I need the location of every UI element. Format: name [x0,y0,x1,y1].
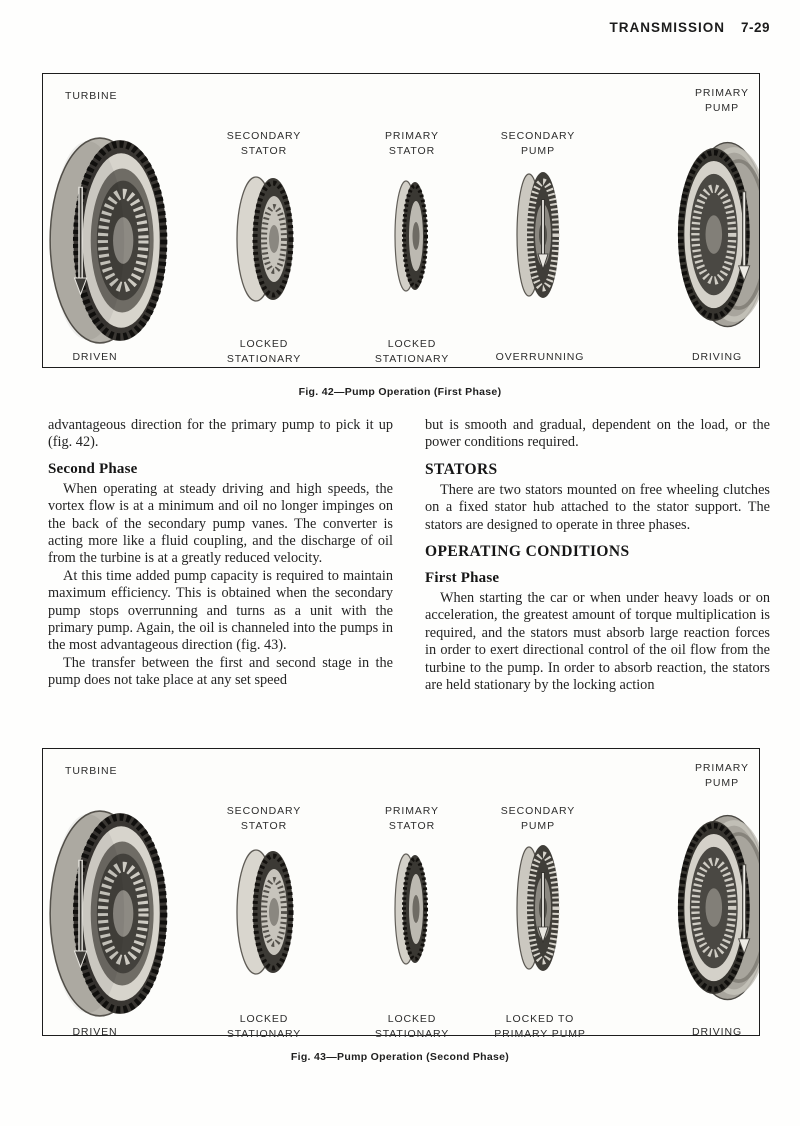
locked-to-primary-pump-label: LOCKED TO PRIMARY PUMP [494,1013,586,1041]
locked-stationary-right-label: LOCKED STATIONARY [374,338,450,366]
primary-pump-image [678,143,759,327]
turbine-label: TURBINE [65,765,118,777]
driving-label: DRIVING [691,351,743,363]
primary-pump-label: PRIMARY PUMP [695,762,749,790]
secondary-pump-label: SECONDARY PUMP [500,130,576,158]
heading-operating-conditions: OPERATING CONDITIONS [425,543,630,561]
heading-stators: STATORS [425,460,498,478]
overrunning-label: OVERRUNNING [495,351,585,363]
figure-42-frame [42,73,760,368]
primary-stator-image [395,181,427,291]
page-header [609,20,770,35]
primary-stator-label: PRIMARY STATOR [385,130,439,158]
secondary-pump-image [517,845,559,971]
secondary-pump-image [517,172,559,298]
primary-pump-label: PRIMARY PUMP [695,87,749,115]
driving-label: DRIVING [691,1026,743,1038]
driven-label: DRIVEN [72,1026,118,1038]
locked-stationary-right-label: LOCKED STATIONARY [374,1013,450,1041]
paragraph: advantageous direction for the primary pump to pick it up (fig. 42). [48,417,393,451]
figure-42-caption: Fig. 42—Pump Operation (First Phase) [298,386,502,398]
primary-stator-label: PRIMARY STATOR [385,805,439,833]
figure-43-caption: Fig. 43—Pump Operation (Second Phase) [290,1051,510,1063]
driven-label: DRIVEN [72,351,118,363]
secondary-pump-label: SECONDARY PUMP [500,805,576,833]
figure-42-illustration [43,74,759,366]
paragraph: When operating at steady driving and high speeds, the vortex flow is at a minimum and oil no longer impinges on the back of the secondary pump vanes. The converter is acting more like a fluid coupling, and the discharge of oil from the turbine is at a greatly reduced velocity. [48,480,393,567]
turbine-wheel-image [50,811,167,1016]
header-section-title: TRANSMISSION [609,20,725,35]
heading-first-phase: First Phase [425,570,500,587]
paragraph: At this time added pump capacity is required to maintain maximum efficiency. This is obtained when the secondary pump stops overrunning and turns as a unit with the primary pump. Again, the oil is channeled into the pumps in the most advantageous direction (fig. 43). [48,567,393,654]
primary-pump-image [678,816,759,1000]
figure-43-frame [42,748,760,1041]
locked-stationary-left-label: LOCKED STATIONARY [226,338,302,366]
left-column [48,417,393,694]
secondary-stator-image [237,850,293,974]
locked-stationary-left-label: LOCKED STATIONARY [226,1013,302,1041]
secondary-stator-image [237,177,293,301]
heading-second-phase: Second Phase [48,460,138,477]
secondary-stator-label: SECONDARY STATOR [226,130,302,158]
right-column [425,417,770,694]
header-page-number: 7-29 [740,20,770,35]
paragraph: The transfer between the first and second stage in the pump does not take place at any set speed [48,654,393,689]
secondary-stator-label: SECONDARY STATOR [226,805,302,833]
paragraph: When starting the car or when under heavy loads or on acceleration, the greatest amount of torque multiplication is required, and the stators must absorb large reaction forces in order to exert directional control of the oil flow from the turbine to the pump. In order to absorb reaction, the stators are held stationary by the locking action [425,590,770,694]
primary-stator-image [395,854,427,964]
turbine-label: TURBINE [65,90,118,102]
paragraph: There are two stators mounted on free wheeling clutches on a fixed stator hub attached to the stator support. The stators are designed to operate in three phases. [425,481,770,533]
turbine-wheel-image [50,138,167,343]
body-text [48,417,770,694]
figure-43-illustration [43,749,759,1037]
paragraph: but is smooth and gradual, dependent on the load, or the power conditions required. [425,417,770,451]
